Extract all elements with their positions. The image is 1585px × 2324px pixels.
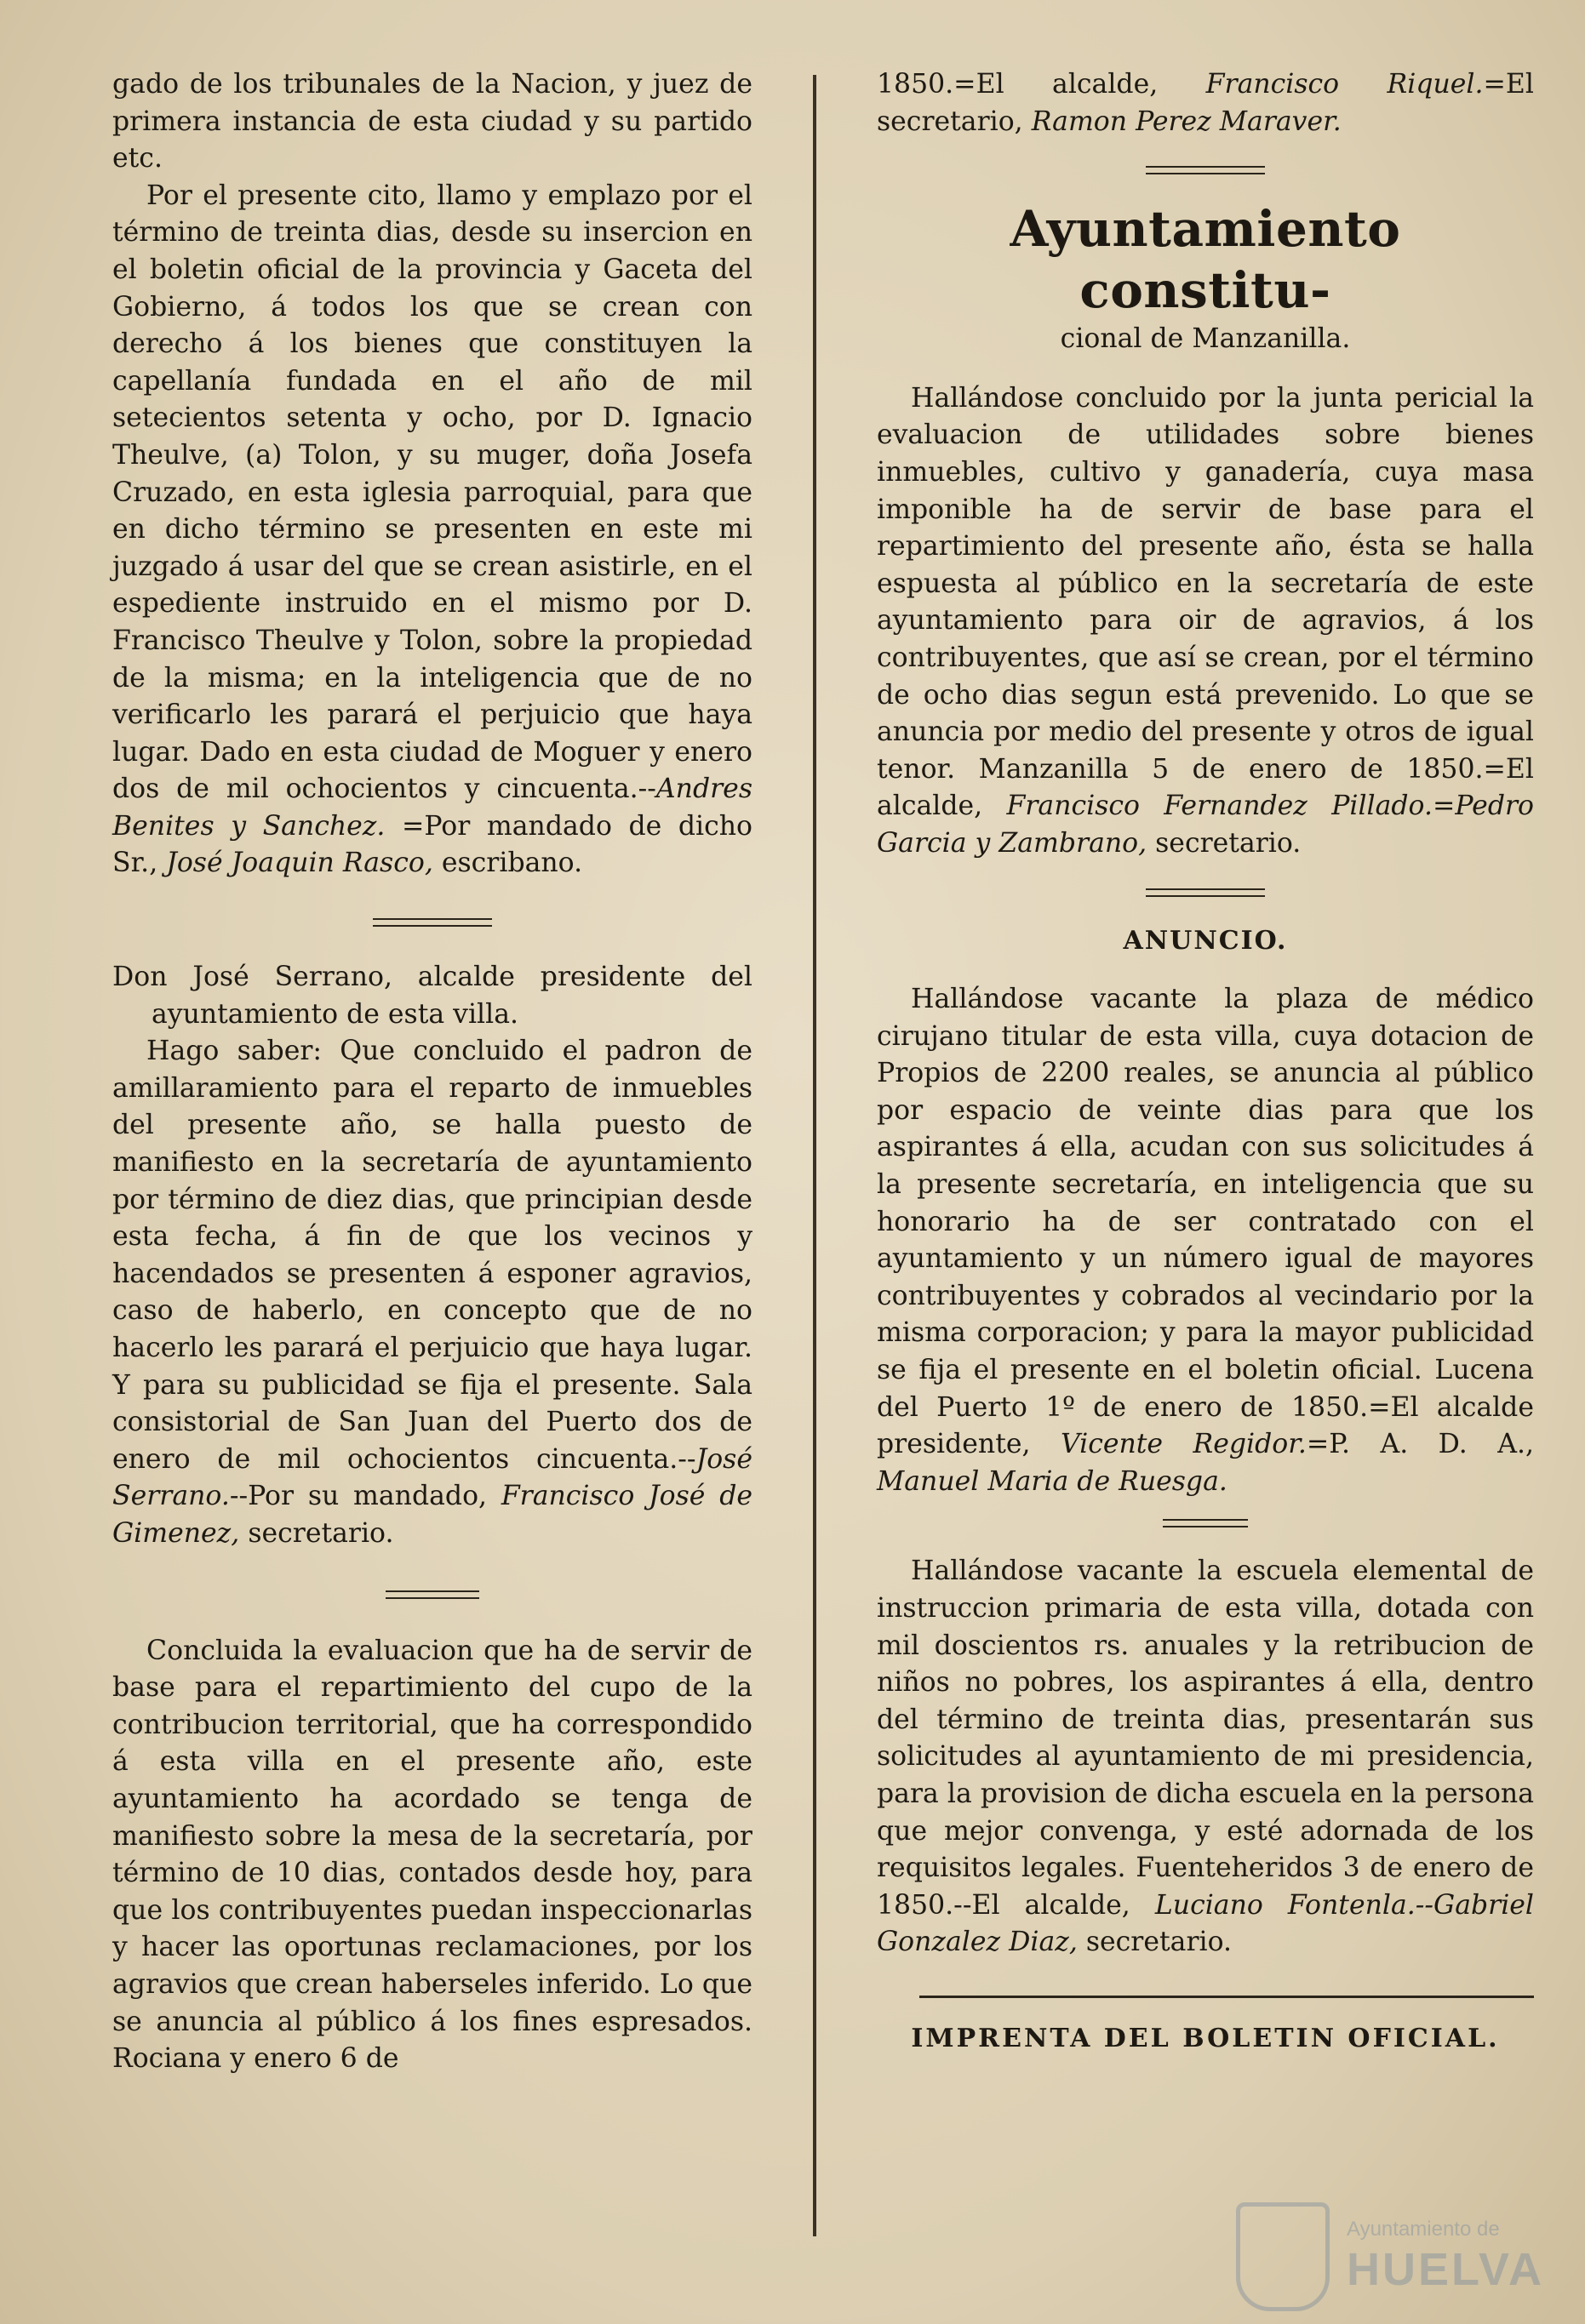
section-heading: Ayuntamiento constitu- [1010, 200, 1401, 320]
notice-2-intro: Don José Serrano, alcalde presidente del ayuntamiento de esta villa. [112, 962, 752, 1030]
continuation-mid: =El secretario, [877, 69, 1534, 137]
notice-2-mid: --Por su mandado, [229, 1481, 488, 1512]
watermark-big-text: HUELVA [1347, 2244, 1544, 2295]
notice-6-role: secretario. [1085, 1927, 1233, 1958]
notice-1-body [112, 178, 752, 882]
notice-1-signer-2: José Joaquin Rasco, [166, 848, 433, 879]
watermark-logo [1236, 2202, 1568, 2304]
continuation-signer-2: Ramon Perez Maraver. [1031, 106, 1342, 137]
watermark-small-text: Ayuntamiento de [1347, 2218, 1500, 2241]
notice-1-lead: gado de los tribunales de la Nacion, y juez de primera instancia de esta ciudad y su partido etc. [112, 69, 752, 174]
imprint-footer: IMPRENTA DEL BOLETIN OFICIAL. [911, 2023, 1500, 2053]
notice-4-text: Hallándose concluido por la junta pericial la evaluacion de utilidades sobre bienes inmuebles, cultivo y ganadería, cuya masa imponible ha de servir de base para el repartimiento del presente año, ésta se halla espuesta al público en la secretaría de este ayuntamiento para oir de agravios, á los contribuyentes, que así se crean, por el término de ocho dias segun está prevenido. Lo que se anuncia por medio del presente y otros de igual tenor. Manzanilla 5 de enero de 1850.=El alcalde, [877, 382, 1534, 822]
right-column [877, 66, 1534, 2058]
notice-6-signer-1: Luciano Fontenla. [1154, 1889, 1416, 1921]
notice-4-role: secretario. [1155, 827, 1302, 859]
notice-1-text: Por el presente cito, llamo y emplazo por el término de treinta dias, desde su insercion en el boletin oficial de la provincia y Gaceta del Gobierno, á todos los que se crean con derecho á los bienes que constituyen la capellanía fundada en el año de mil setecientos setenta y ocho, por D. Ignacio Theulve, (a) Tolon, y su muger, doña Josefa Cruzado, en esta iglesia parroquial, para que en dicho término se presenten en este mi juzgado á usar del que se crean asistirle, en el espediente instruido en el mismo por D. Francisco Theulve y Tolon, sobre la propiedad de la misma; en la inteligencia que de no verificarlo les parará el perjuicio que haya lugar. Dado en esta ciudad de Moguer y enero dos de mil ochocientos y cincuenta.-- [112, 180, 752, 805]
notice-4-signer-2: =Pedro Garcia y Zambrano, [877, 791, 1535, 859]
notice-1-mid: =Por mandado de dicho Sr., [112, 810, 753, 879]
notice-2-role: secretario. [248, 1517, 394, 1549]
section-rule [386, 1590, 479, 1599]
notice-4-body [877, 380, 1534, 863]
notice-6-signer-2: --Gabriel Gonzalez Diaz, [877, 1889, 1535, 1958]
shield-icon [1236, 2202, 1330, 2311]
notice-6-text: Hallándose vacante la escuela elemental de instruccion primaria de esta villa, dotada con mil doscientos rs. anuales y la retribucion de niños no pobres, los aspirantes á ella, dentro del término de treinta dias, presentarán sus solicitudes al ayuntamiento de mi presidencia, para la provision de dicha escuela en la persona que mejor convenga, y esté adornada de los requisitos legales. Fuenteheridos 3 de enero de 1850.--El alcalde, [877, 1556, 1534, 1921]
notice-2-text: Hago saber: Que concluido el padron de amillaramiento para el reparto de inmuebles del presente año, se halla puesto de manifiesto en la secretaría de ayuntamiento por término de diez dias, que principian desde esta fecha, á fin de que los vecinos y hacendados se presenten á esponer agravios, caso de haberlo, en concepto que de no hacerlo les parará el perjuicio que haya lugar. Y para su publicidad se fija el presente. Sala consistorial de San Juan del Puerto dos de enero de mil ochocientos cincuenta.-- [112, 1036, 752, 1475]
section-rule [373, 918, 492, 927]
continuation-date: 1850.=El alcalde, [877, 69, 1159, 100]
notice-5-body [877, 981, 1534, 1500]
column-divider [813, 75, 816, 2236]
notice-6-body [877, 1553, 1534, 1961]
notice-5-signer-2: Manuel Maria de Ruesga. [877, 1465, 1227, 1497]
notice-2-signer-1: José Serrano. [112, 1443, 752, 1512]
notice-1-role: escribano. [441, 848, 583, 879]
notice-4-signer-1: Francisco Fernandez Pillado. [1006, 791, 1433, 822]
section-subheading: cional de Manzanilla. [1060, 323, 1351, 355]
notice-5-mid: =P. A. D. A., [1306, 1429, 1534, 1460]
footer-rule [919, 1996, 1534, 1998]
notice-3-body: Concluida la evaluacion que ha de servir de base para el repartimiento del cupo de la contribucion territorial, que ha correspondido á esta villa en el presente año, este ayuntamiento ha acordado se tenga de manifiesto sobre la mesa de la secretaría, por término de 10 dias, contados desde hoy, para que los contribuyentes puedan inspeccionarlas y hacer las oportunas reclamaciones, por los agravios que crean haberseles inferido. Lo que se anuncia al público á los fines espresados. Rociana y enero 6 de [112, 1635, 752, 2075]
section-rule [1163, 1519, 1248, 1527]
notice-2-body [112, 1033, 752, 1552]
notice-5-signer-1: Vicente Regidor. [1060, 1429, 1307, 1460]
section-rule [1146, 888, 1265, 897]
notice-5-text: Hallándose vacante la plaza de médico cirujano titular de esta villa, cuya dotacion de Propios de 2200 reales, se anuncia al público por espacio de veinte dias para que los aspirantes á ella, acudan con sus solicitudes á la presente secretaría, en inteligencia que su honorario ha de ser contratado con el ayuntamiento y un número igual de mayores contribuyentes y cobrados al vecindario por la misma corporacion; y para la mayor publicidad se fija el presente en el boletin oficial. Lucena del Puerto 1º de enero de 1850.=El alcalde presidente, [877, 984, 1534, 1460]
anuncio-title: ANUNCIO. [1123, 925, 1288, 956]
notice-1-signer-1: Andres Benites y Sanchez. [112, 774, 752, 842]
notice-2-signer-2: Francisco José de Gimenez, [112, 1481, 753, 1549]
section-rule [1146, 166, 1265, 174]
left-column [112, 66, 752, 2078]
continuation-signer-1: Francisco Riquel. [1205, 69, 1484, 100]
continuation [877, 66, 1534, 140]
